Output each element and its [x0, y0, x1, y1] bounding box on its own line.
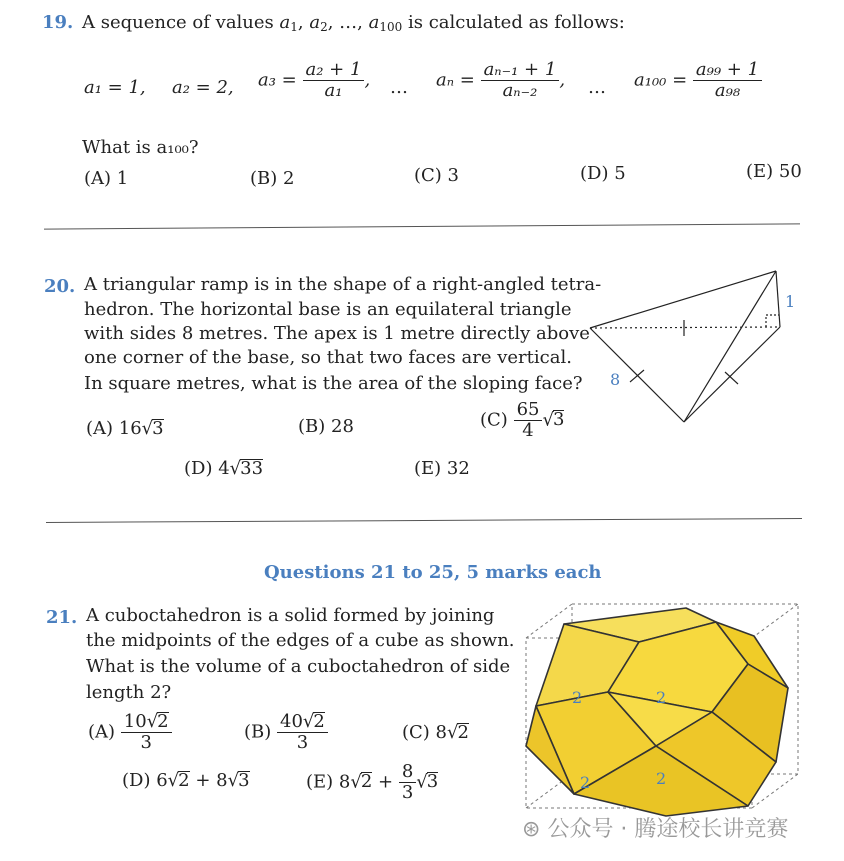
q20-number: 20.	[44, 276, 76, 297]
frac-num-int: 40	[280, 711, 303, 732]
frac-num	[121, 712, 172, 733]
a100-num: a₉₉ + 1	[693, 60, 762, 81]
q19-def-an: aₙ = $\frac{\text{aₙ₋₁ + 1}}{\text{aₙ₋₂}}$ ,	[436, 59, 566, 101]
frac-num: 65	[514, 400, 543, 421]
opt-text: (E) 8	[306, 771, 351, 793]
q19-dots-2: …	[588, 77, 606, 98]
option-fraction	[277, 712, 328, 753]
radicand: 2	[178, 770, 190, 791]
a100-fraction	[693, 60, 762, 101]
option-fraction	[121, 712, 172, 753]
divider-2	[46, 518, 802, 523]
opt-text: +	[372, 771, 399, 793]
sqrt-sign: √	[447, 722, 459, 743]
q20-option-e[interactable]: (E) 32	[414, 458, 470, 479]
opt-text: (C) 8	[402, 722, 447, 743]
q19-intro: A sequence of values $a_1$, $a_2$, …, $a_{100}$ is calculated as follows:	[82, 12, 625, 34]
seq-ellipsis: …	[339, 12, 358, 33]
frac-den: 3	[140, 731, 152, 753]
sqrt-sign: √	[229, 458, 242, 479]
q21-line-2: the midpoints of the edges of a cube as shown.	[86, 630, 515, 651]
frac-num	[277, 712, 328, 733]
an-fraction	[481, 60, 560, 101]
a100-den: a₉₈	[714, 79, 741, 101]
edge-label: 2	[580, 773, 591, 792]
q21-option-c[interactable]	[402, 722, 469, 743]
q19-question: What is a₁₀₀?	[82, 137, 199, 158]
q21-option-e[interactable]	[306, 762, 438, 803]
radicand: 2	[157, 711, 169, 732]
q19-option-c[interactable]: (C) 3	[414, 165, 459, 186]
tick-mark	[725, 372, 738, 384]
divider-1	[44, 223, 800, 229]
an-num: aₙ₋₁ + 1	[481, 60, 560, 81]
sqrt-sign: √	[416, 771, 428, 793]
seq-term: a	[309, 12, 321, 33]
radicand: 3	[152, 418, 164, 439]
label-height: 1	[785, 292, 796, 311]
wechat-icon: ⊛	[522, 817, 541, 842]
frac-den: 3	[401, 781, 414, 803]
q21-line-3: What is the volume of a cuboctahedron of side	[86, 656, 511, 677]
q20-option-b[interactable]: (B) 28	[298, 416, 354, 437]
frac-den: 3	[296, 731, 309, 753]
q20-option-d[interactable]	[184, 458, 263, 479]
opt-text: (D) 6	[122, 770, 168, 791]
radicand: 33	[240, 458, 264, 479]
watermark	[522, 812, 788, 843]
seq-sub: 2	[320, 20, 328, 34]
q19-def-a1: a₁ = 1,	[84, 77, 146, 98]
sqrt-sign: √	[542, 409, 554, 431]
opt-text: (A) 16	[86, 418, 142, 439]
frac-num: 8	[399, 762, 416, 783]
q19-def-a3: a₃ = $\frac{\text{a₂ + 1}}{\text{a₁}}$ ,	[258, 59, 371, 101]
section-title: Questions 21 to 25, 5 marks each	[264, 562, 602, 583]
an-lhs: aₙ =	[436, 69, 475, 91]
frac-num-int: 10	[123, 711, 147, 732]
radicand: 2	[313, 711, 325, 732]
a3-num: a₂ + 1	[303, 60, 365, 81]
q21-number: 21.	[46, 607, 78, 628]
radicand: 2	[360, 771, 373, 793]
edge-label: 2	[656, 688, 667, 707]
edge-base-hidden	[590, 327, 780, 328]
q20-line-4: one corner of the base, so that two faces are vertical.	[84, 347, 572, 368]
q19-option-e[interactable]: (E) 50	[746, 161, 802, 182]
q20-line-3: with sides 8 metres. The apex is 1 metre directly above	[84, 323, 590, 344]
sqrt-sign: √	[141, 418, 154, 439]
sqrt-sign: √	[350, 771, 362, 793]
q20-line-2: hedron. The horizontal base is an equilateral triangle	[84, 299, 572, 320]
edge-base-left	[590, 328, 684, 422]
sqrt-sign: √	[227, 770, 240, 791]
radicand: 3	[238, 770, 250, 791]
q20-line-1: A triangular ramp is in the shape of a right-angled tetra-	[84, 274, 602, 295]
sqrt-sign: √	[146, 711, 159, 732]
q21-option-d[interactable]	[122, 770, 250, 791]
q20-option-a[interactable]	[86, 418, 164, 439]
q19-def-a100	[634, 60, 762, 101]
radicand: 2	[457, 722, 469, 743]
edge-label: 2	[572, 688, 583, 707]
q19-def-a2: a₂ = 2,	[172, 77, 234, 98]
edge-apex-left	[590, 271, 776, 328]
seq-term: a	[368, 12, 380, 33]
q19-intro-text-b: is calculated as follows:	[402, 12, 625, 33]
q21-line-4: length 2?	[86, 682, 172, 703]
an-den: aₙ₋₂	[502, 79, 538, 101]
opt-text: (D) 4	[184, 458, 230, 479]
a100-lhs: a₁₀₀ =	[634, 69, 688, 91]
tetrahedron-figure	[580, 262, 810, 432]
right-angle-mark	[766, 315, 779, 327]
a3-lhs: a₃ =	[258, 69, 297, 91]
option-fraction	[399, 762, 416, 803]
radicand: 3	[552, 409, 565, 431]
opt-text: + 8	[189, 770, 228, 791]
option-fraction	[514, 400, 543, 441]
q20-line-5: In square metres, what is the area of the sloping face?	[84, 373, 583, 394]
edge-label: 2	[656, 769, 667, 788]
frac-den: 4	[522, 419, 534, 441]
a3-fraction	[303, 60, 365, 101]
a3-den: a₁	[324, 79, 343, 101]
edge-base-right	[684, 327, 780, 422]
q19-option-a[interactable]: (A) 1	[84, 168, 129, 189]
sqrt-sign: √	[167, 770, 180, 791]
watermark-text: 公众号 · 腾途校长讲竞赛	[547, 817, 789, 842]
opt-text: (B)	[244, 721, 272, 743]
q19-option-b[interactable]: (B) 2	[250, 168, 295, 189]
cuboctahedron-figure	[516, 598, 816, 818]
opt-text: (C)	[480, 409, 508, 431]
q19-intro-text-a: A sequence of values	[82, 12, 280, 33]
seq-term: a	[279, 12, 291, 33]
opt-text: (A)	[88, 721, 116, 743]
q21-line-1: A cuboctahedron is a solid formed by joining	[86, 605, 495, 626]
q19-option-d[interactable]: (D) 5	[580, 163, 626, 184]
sqrt-sign: √	[302, 711, 315, 732]
seq-sub: 1	[290, 20, 298, 34]
edge-apex-bottom	[684, 271, 776, 422]
q21-option-a[interactable]	[88, 712, 172, 753]
radicand: 3	[426, 771, 439, 793]
label-side: 8	[610, 370, 621, 389]
q19-dots-1: …	[390, 77, 408, 98]
q19-number: 19.	[42, 12, 74, 33]
q20-option-c[interactable]	[480, 400, 564, 441]
edge-height	[776, 271, 780, 327]
q21-option-b[interactable]	[244, 712, 328, 753]
seq-sub: 100	[379, 20, 403, 34]
